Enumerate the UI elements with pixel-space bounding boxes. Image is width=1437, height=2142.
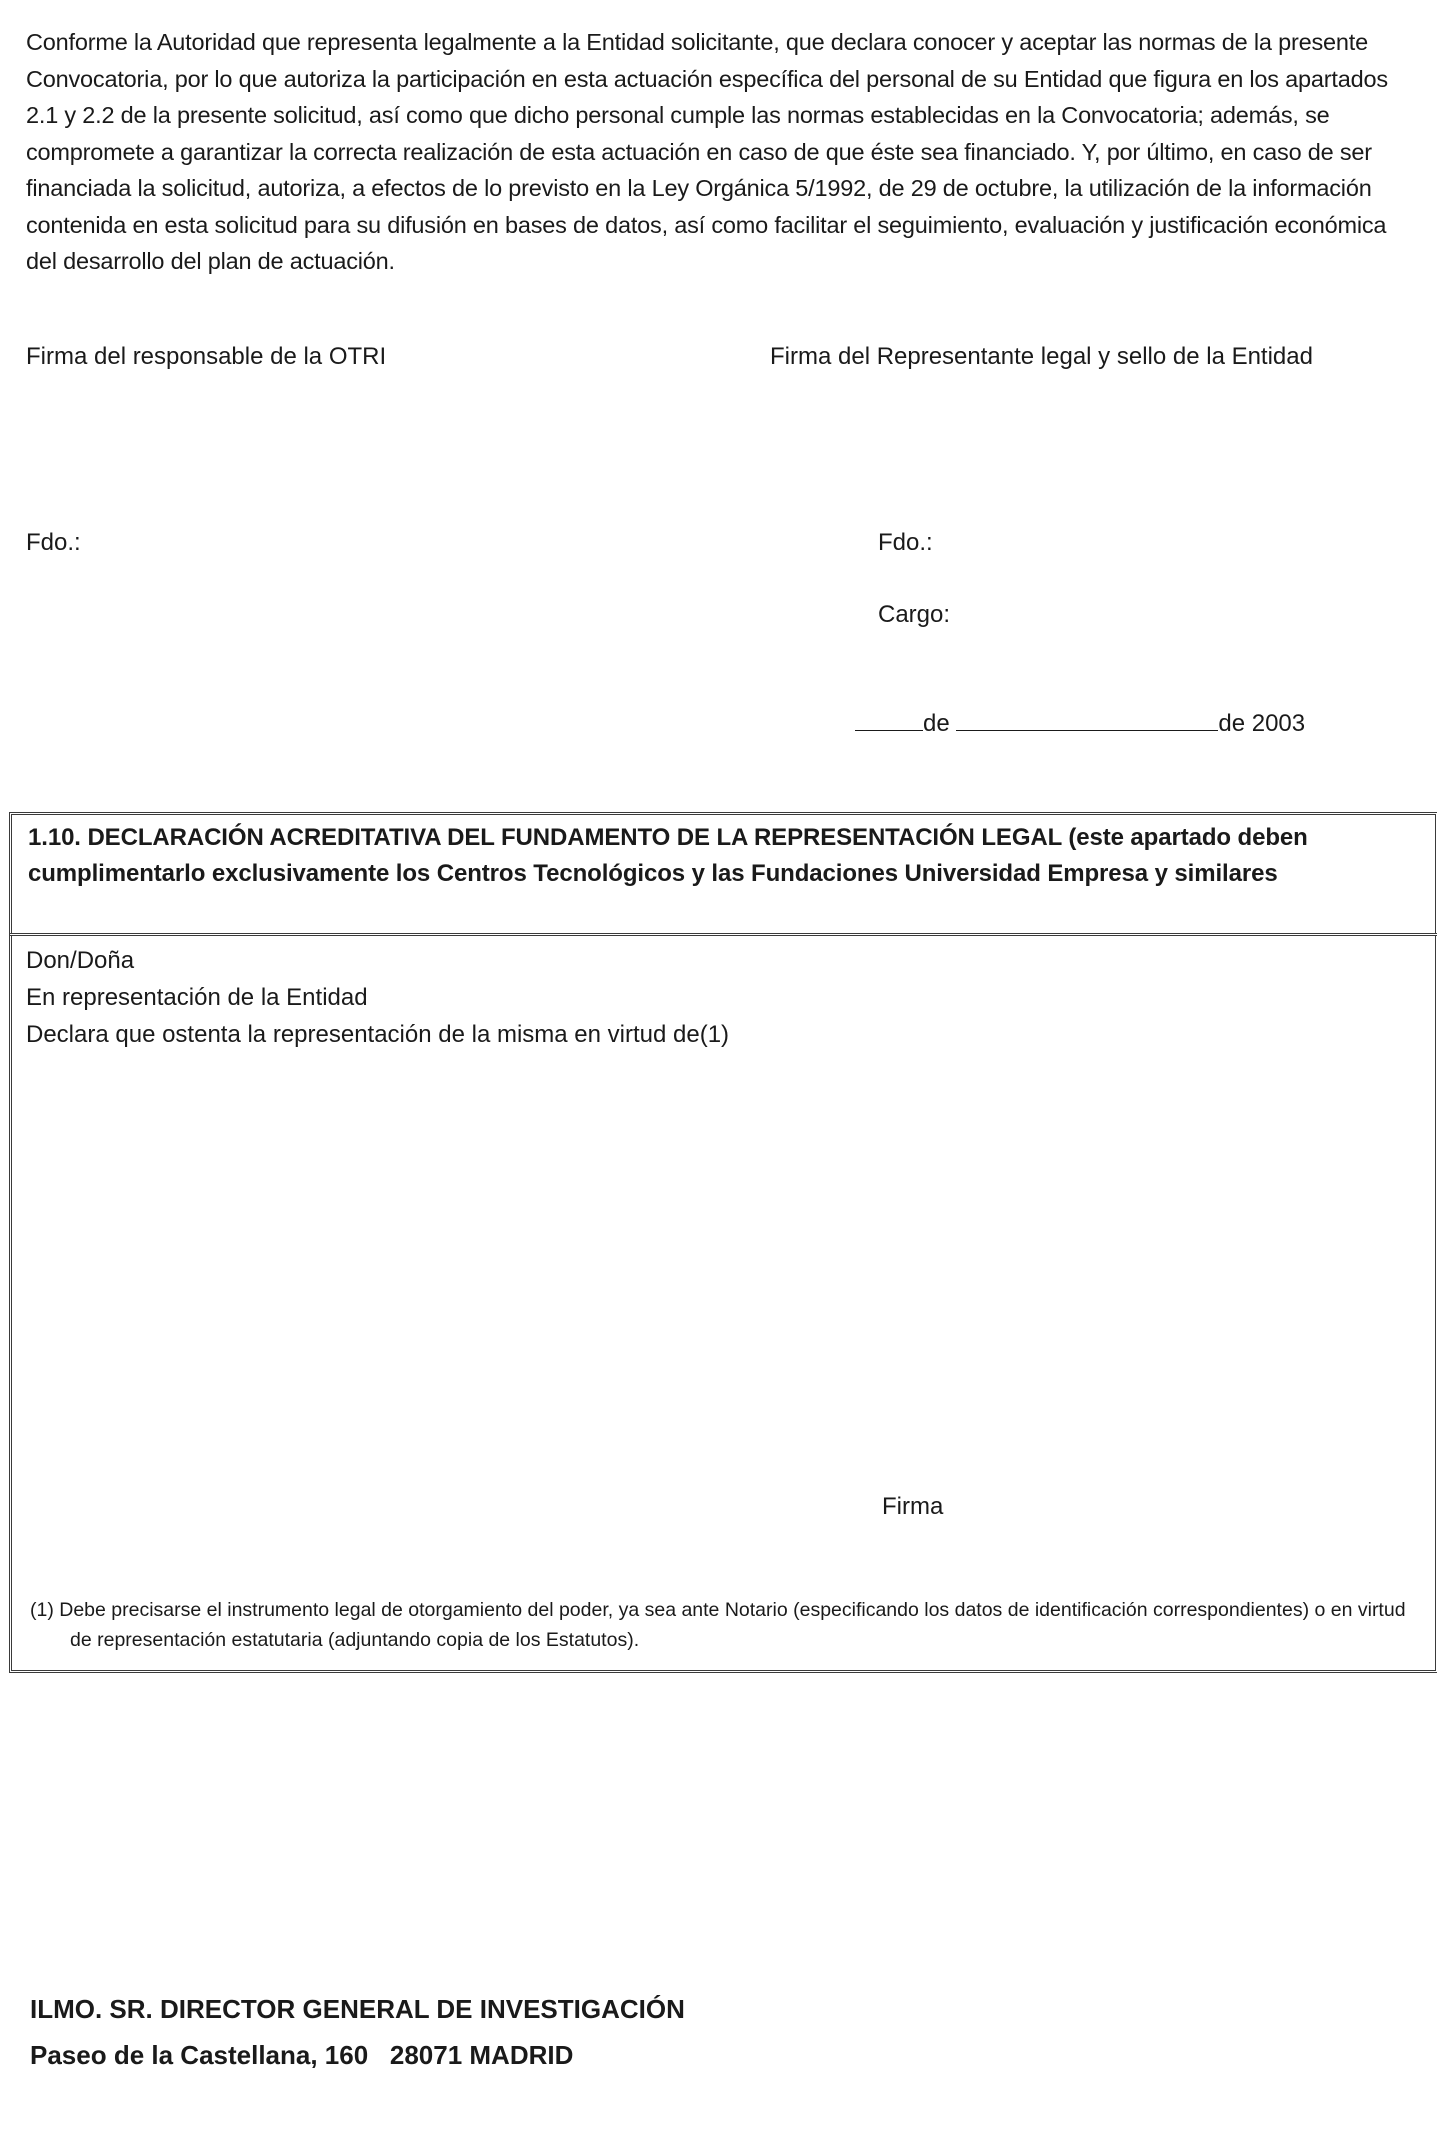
representative-fdo-label: Fdo.: bbox=[878, 529, 933, 556]
firma-label: Firma bbox=[882, 1493, 944, 1520]
month-blank[interactable] bbox=[956, 708, 1218, 731]
date-line bbox=[855, 708, 1305, 739]
representative-cargo-label: Cargo: bbox=[878, 601, 951, 628]
otri-fdo-label: Fdo.: bbox=[26, 529, 81, 556]
otri-signature-label: Firma del responsable de la OTRI bbox=[26, 343, 387, 370]
entity-label: En representación de la Entidad bbox=[26, 984, 368, 1011]
day-blank[interactable] bbox=[855, 708, 923, 731]
addressee-title: ILMO. SR. DIRECTOR GENERAL DE INVESTIGACIÓN bbox=[30, 1994, 685, 2024]
date-de-1: de bbox=[923, 710, 950, 737]
section-title: 1.10. DECLARACIÓN ACREDITATIVA DEL FUNDAMENTO DE LA REPRESENTACIÓN LEGAL (este apartado deben cumplimentarlo exclusivamente los Centros Tecnológicos y las Fundaciones Universidad Empresa y similares bbox=[28, 824, 1308, 887]
date-de-year: de 2003 bbox=[1218, 710, 1306, 737]
footnote: (1) Debe precisarse el instrumento legal de otorgamiento del poder, ya sea ante Notario (especificando los datos de identificación correspondientes) o en virtud de representación estatutaria (adjuntando copia de los Estatutos). bbox=[30, 1599, 1406, 1651]
addressee-address: Paseo de la Castellana, 160 28071 MADRID bbox=[30, 2040, 574, 2070]
representative-signature-label: Firma del Representante legal y sello de la Entidad bbox=[770, 343, 1313, 370]
declares-label: Declara que ostenta la representación de la misma en virtud de(1) bbox=[26, 1021, 730, 1048]
declaration-paragraph: Conforme la Autoridad que representa legalmente a la Entidad solicitante, que declara conocer y aceptar las normas de la presente Convocatoria, por lo que autoriza la participación en esta actuación específica del personal de su Entidad que figura en los apartados 2.1 y 2.2 de la presente solicitud, así como que dicho personal cumple las normas establecidas en la Convocatoria; además, se compromete a garantizar la correcta realización de esta actuación en caso de que éste sea financiado. Y, por último, en caso de ser financiada la solicitud, autoriza, a efectos de lo previsto en la Ley Orgánica 5/1992, de 29 de octubre, la utilización de la información contenida en esta solicitud para su difusión en bases de datos, así como facilitar el seguimiento, evaluación y justificación económica del desarrollo del plan de actuación. bbox=[26, 29, 1388, 274]
don-dona-label: Don/Doña bbox=[26, 947, 135, 974]
